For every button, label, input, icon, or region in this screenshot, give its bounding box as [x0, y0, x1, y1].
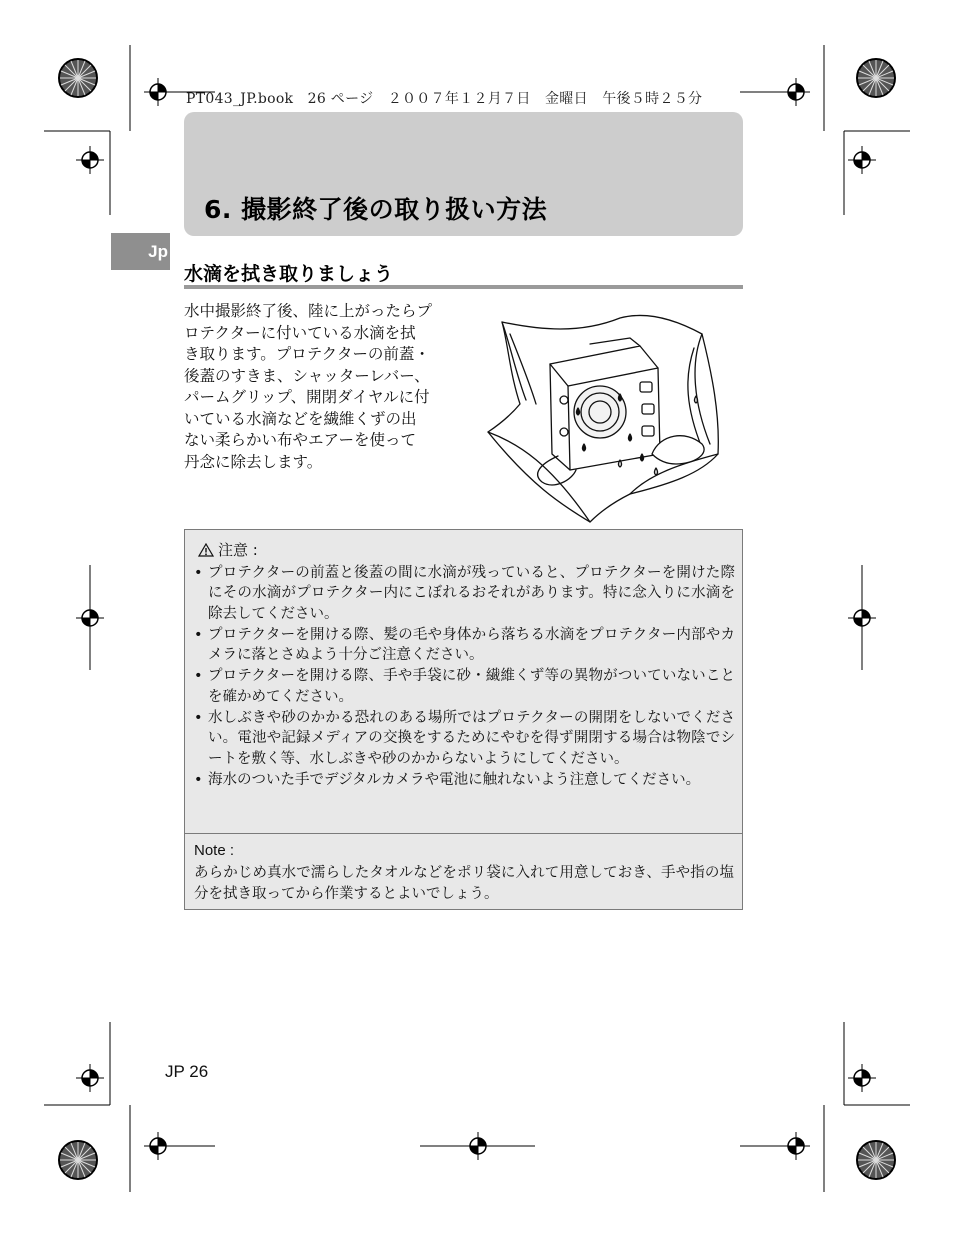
- caution-box: [184, 529, 743, 910]
- note-text: あらかじめ真水で濡らしたタオルなどをポリ袋に入れて用意しておき、手や指の塩分を拭き取ってから作業するとよいでしょう。: [194, 865, 734, 902]
- intro-line: いている水滴などを繊維くずの出: [184, 409, 417, 428]
- chapter-title: 6. 撮影終了後の取り扱い方法: [204, 195, 548, 224]
- intro-line: ロテクターに付いている水滴を拭: [184, 323, 416, 342]
- caution-item: • プロテクターの前蓋と後蓋の間に水滴が残っていると、プロテクターを開けた際にその水滴がプロテクター内にこぼれるおそれがあります。特に念入りに水滴を除去してください。: [194, 565, 735, 622]
- section-heading: 水滴を拭き取りましょう: [184, 259, 743, 289]
- caution-label: 注意 :: [218, 541, 258, 559]
- note-label: Note :: [194, 842, 235, 859]
- intro-paragraph: [184, 301, 464, 473]
- intro-line: ない柔らかい布やエアーを使って: [184, 431, 417, 449]
- note-divider: [185, 833, 742, 834]
- caution-heading: [198, 539, 258, 560]
- intro-line: パームグリップ、開閉ダイヤルに付: [184, 388, 430, 406]
- caution-item: • プロテクターを開ける際、手や手袋に砂・繊維くず等の異物がついていないことを確かめてください。: [194, 668, 735, 705]
- language-tab: Jp: [111, 233, 170, 270]
- warning-triangle-icon: [198, 543, 214, 557]
- caution-item: • 海水のついた手でデジタルカメラや電池に触れないよう注意してください。: [194, 771, 701, 788]
- intro-line: 丹念に除去します。: [184, 452, 323, 471]
- page-number: JP 26: [165, 1062, 209, 1081]
- caution-list: [191, 563, 735, 791]
- chapter-banner: [184, 112, 743, 236]
- wiping-protector-illustration: [480, 304, 738, 526]
- caution-item: • プロテクターを開ける際、髪の毛や身体から落ちる水滴をプロテクター内部やカメラに落とさぬよう十分ご注意ください。: [194, 626, 735, 664]
- print-header: PT043_JP.book 26 ページ ２００７年１２月７日 金曜日 午後５時２５分: [186, 91, 703, 107]
- intro-line: 後蓋のすきま、シャッターレバー、: [184, 366, 430, 385]
- intro-line: 水中撮影終了後、陸に上がったらプ: [184, 302, 433, 320]
- caution-item: • 水しぶきや砂のかかる恐れのある場所ではプロテクターの開閉をしないでください。電池や記録メディアの交換をするためにやむを得ず開閉する場合は物陰でシートを敷く等、水しぶきや砂のかからないようにしてください。: [194, 710, 735, 767]
- intro-line: き取ります。プロテクターの前蓋・: [184, 345, 430, 363]
